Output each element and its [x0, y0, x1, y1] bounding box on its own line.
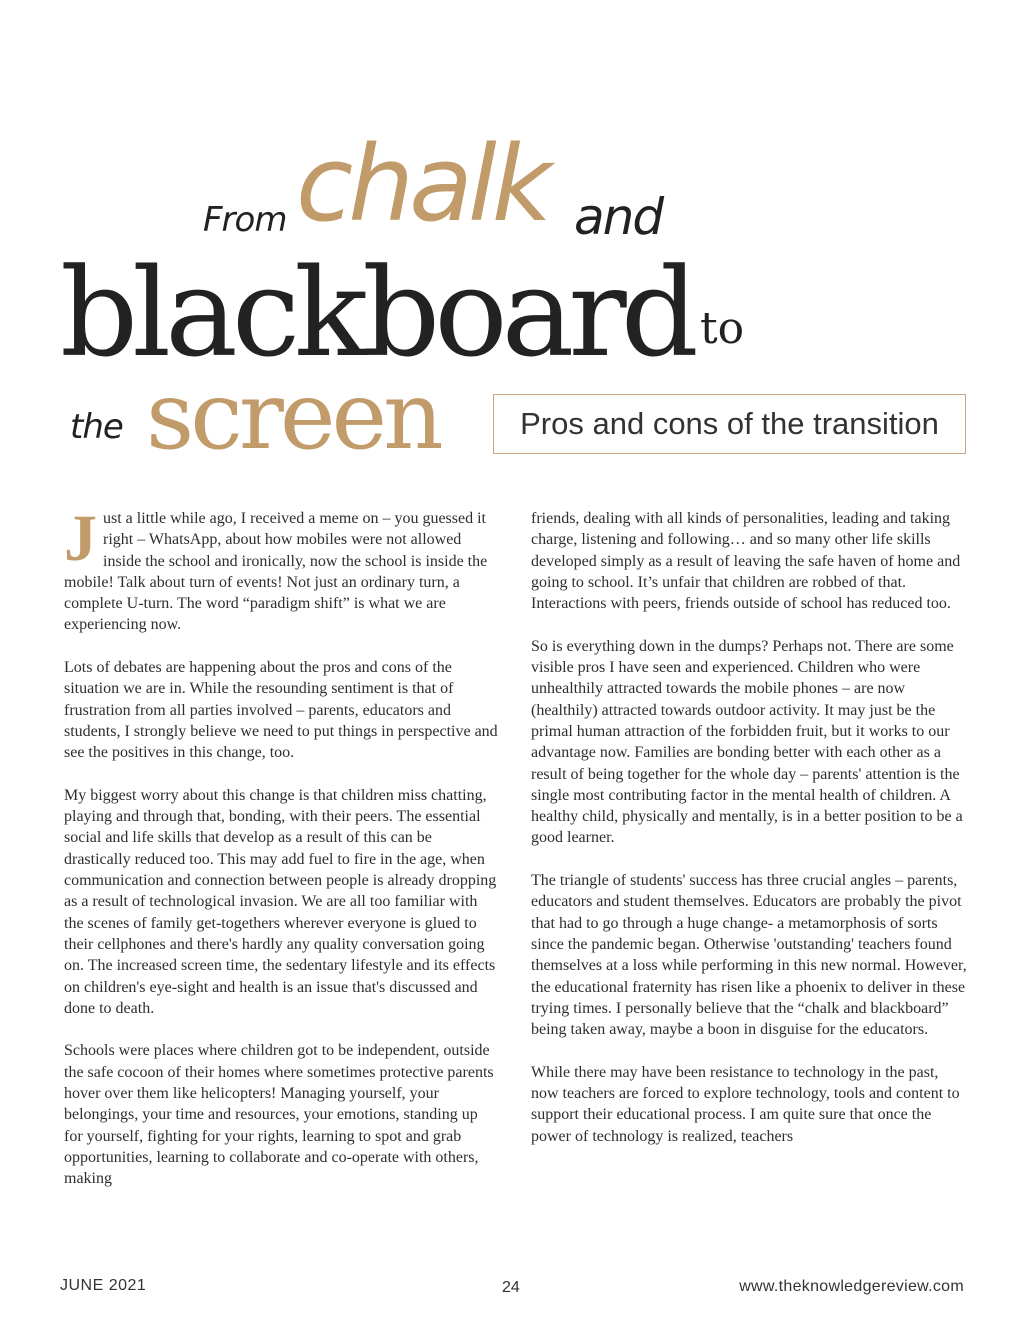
article-column-left [64, 502, 498, 1211]
paragraph: While there may have been resistance to technology in the past, now teachers are forced to explore technology, tools and content to support their educational process. I am quite sure that once the power of technology is realized, teachers [531, 1063, 960, 1145]
page-number: 24 [502, 1279, 520, 1296]
article-column-right [531, 508, 967, 1168]
paragraph: So is everything down in the dumps? Perhaps not. There are some visible pros I have seen and experienced. Children who were unhealthily attracted towards the mobile phones – are now (healthily) attracted towards outdoor activity. It may just be the primal human attraction of the forbidden fruit, but it works to our advantage now. Families are bonding better with each other as a result of being together for the whole day – parents' attention is the single most contributing factor in the mental health of children. A healthy child, physically and mentally, is in a better position to be a good learner. [531, 637, 963, 847]
title-blackboard: blackboard [60, 242, 693, 384]
title-from: From [203, 200, 287, 240]
paragraph: Lots of debates are happening about the pros and cons of the situation we are in. While the resounding sentiment is that of frustration from all parties involved – parents, educators and students, I strongly believe we need to put things in perspective and see the positives in this change, too. [64, 659, 498, 762]
paragraph: Schools were places where children got to be independent, outside the safe cocoon of their homes where sometimes protective parents hover over them like helicopters! Managing yourself, your belongings, your time and resources, your emotions, standing up for yourself, fighting for your rights, learning to spot and grab opportunities, learning to collaborate and co-operate with others, making [64, 1042, 494, 1188]
title-the: the [70, 407, 123, 447]
title-to: to [700, 303, 745, 354]
subtitle-box [493, 394, 966, 454]
paragraph-text: ust a little while ago, I received a meme on – you guessed it right – WhatsApp, about how mobiles were not allowed inside the school and ironically, now the school is inside the mobile! Talk about turn of events! Not just an ordinary turn, a complete U-turn. The word “paradigm shift” is what we are experiencing now. [64, 510, 488, 634]
title-chalk: chalk [296, 123, 547, 245]
paragraph: The triangle of students' success has three crucial angles – parents, educators and student themselves. Educators are probably the pivot that had to go through a huge change- a metamorphosis of sorts since the pandemic began. Otherwise 'outstanding' teachers found themselves at a loss while performing in this new normal. However, the educational fraternity has risen like a phoenix to deliver in these trying times. I personally believe that the “chalk and blackboard” being taken away, maybe a boon in disguise for the educators. [531, 872, 967, 1039]
footer-url[interactable]: www.theknowledgereview.com [739, 1278, 964, 1295]
paragraph: My biggest worry about this change is that children miss chatting, playing and through that, bonding, with their peers. The essential social and life skills that develop as a result of this can be drastically reduced too. This may add fuel to fire in the age, when communication and connection between people is already dropping as a result of technological invasion. We are all too familiar with the scenes of family get-togethers wherever everyone is glued to their cellphones and there's hardly any quality conversation going on. The increased screen time, the sedentary lifestyle and its effects on children's eye-sight and health is an issue that's discussed and done to death. [64, 786, 497, 1017]
drop-cap: J [64, 502, 97, 575]
subtitle-text: Pros and cons of the transition [520, 406, 939, 441]
paragraph: friends, dealing with all kinds of personalities, leading and taking charge, listening and following… and so many other life skills developed simply as a result of leaving the safe haven of home and going to school. It’s unfair that children are robbed of that. Interactions with peers, friends outside of school has reduced too. [531, 510, 961, 613]
paragraph [64, 502, 498, 636]
footer-date: JUNE 2021 [60, 1277, 147, 1294]
title-and: and [574, 188, 663, 246]
title-screen: screen [146, 362, 440, 471]
